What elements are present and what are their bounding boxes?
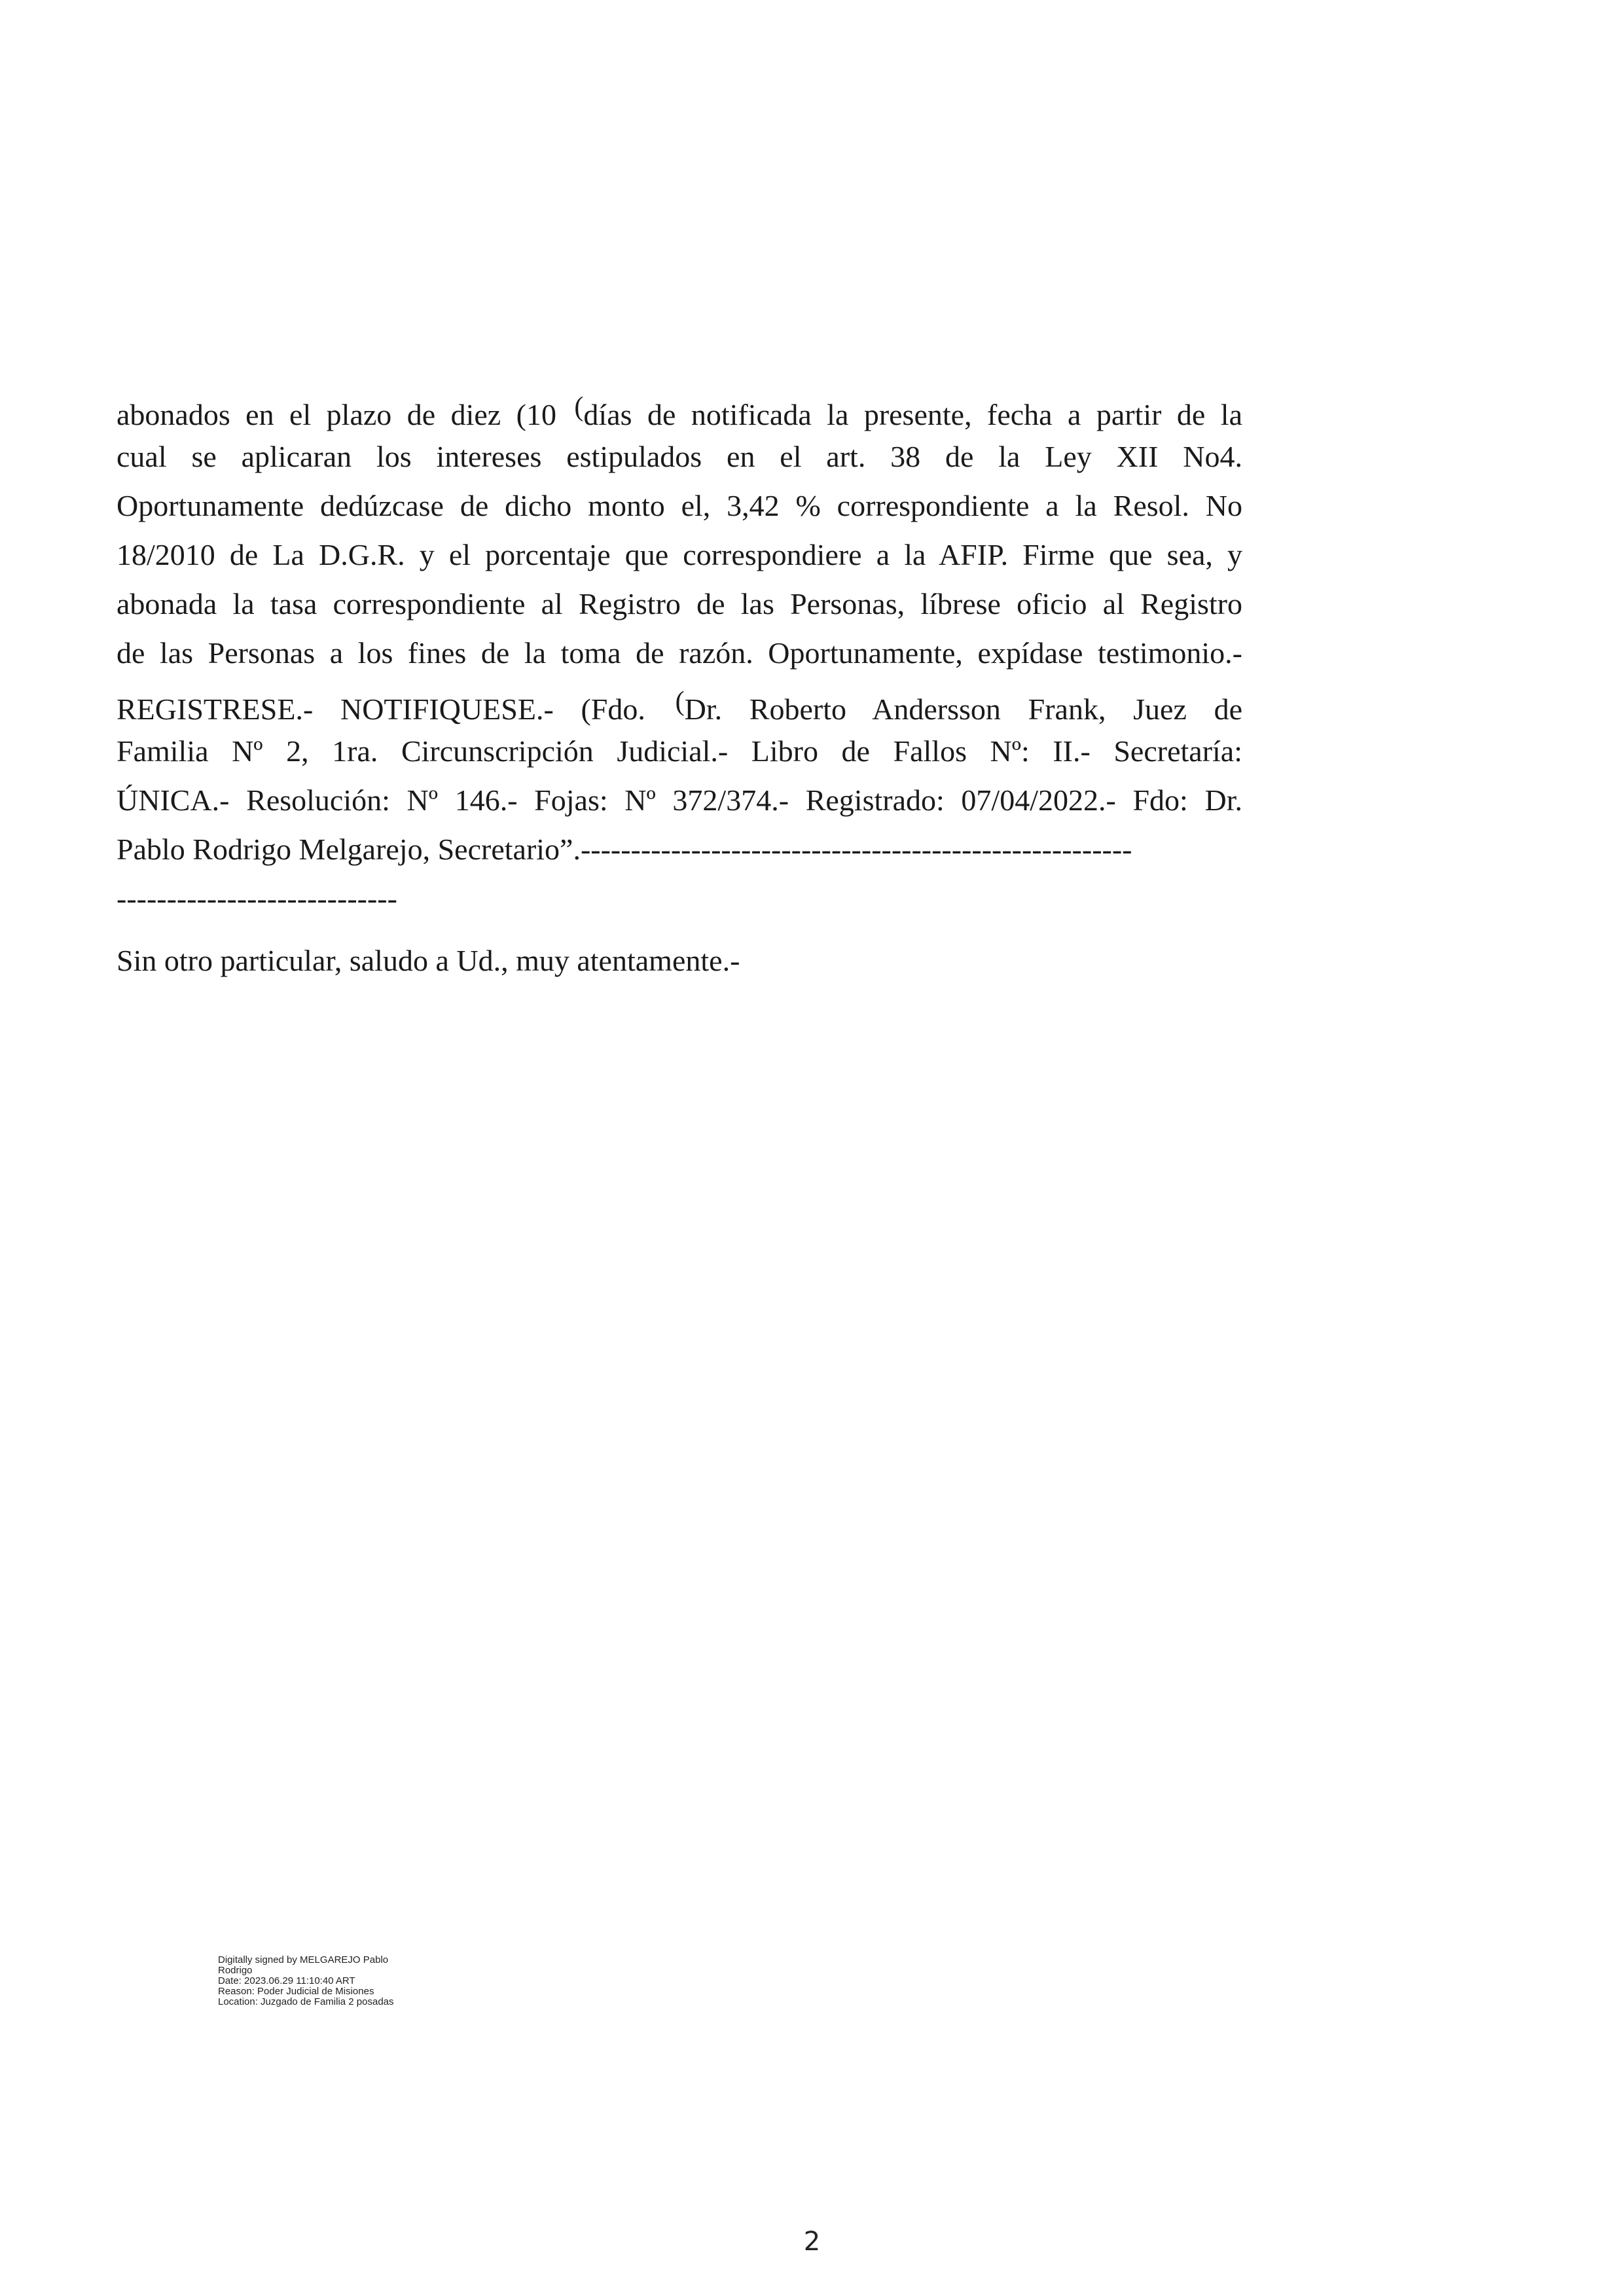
superscript-paren: ( [574, 392, 584, 422]
line-1-text-a: abonados en el plazo de diez (10 [117, 398, 572, 431]
superscript-paren: ( [675, 687, 685, 717]
digital-signature-block [218, 1955, 394, 2007]
paragraph-line-3: Oportunamente dedúzcase de dicho monto el, 3,42 % correspondiente a la Resol. No [117, 489, 1242, 522]
line-7-text-a: REGISTRESE.- NOTIFIQUESE.- (Fdo. [117, 692, 673, 726]
document-body [117, 383, 1242, 985]
signature-signed-by-cont: Rodrigo [218, 1965, 253, 1976]
paragraph-line-1 [117, 383, 1242, 432]
signature-reason: Reason: Poder Judicial de Misiones [218, 1986, 374, 1997]
signature-location: Location: Juzgado de Familia 2 posadas [218, 1996, 394, 2007]
line-7-text-b: Dr. Roberto Andersson Frank, Juez de [684, 692, 1242, 726]
line-1-text-b: días de notificada la presente, fecha a partir de la [583, 398, 1242, 431]
paragraph-line-4: 18/2010 de La D.G.R. y el porcentaje que correspondiere a la AFIP. Firme que sea, y [117, 538, 1242, 571]
paragraph-line-8: Familia Nº 2, 1ra. Circunscripción Judicial.- Libro de Fallos Nº: II.- Secretaría: [117, 734, 1242, 768]
page-number: 2 [803, 2227, 821, 2257]
closing-line: Sin otro particular, saludo a Ud., muy atentamente.- [117, 944, 740, 977]
signature-signed-by: Digitally signed by MELGAREJO Pablo [218, 1954, 389, 1965]
paragraph-line-6: de las Personas a los fines de la toma de razón. Oportunamente, expídase testimonio.- [117, 636, 1242, 670]
paragraph-line-5: abonada la tasa correspondiente al Registro de las Personas, líbrese oficio al Registro [117, 587, 1242, 620]
paragraph-line-11: ---------------------------- [117, 882, 397, 915]
paragraph-line-10: Pablo Rodrigo Melgarejo, Secretario”.------------------------------------------------------- [117, 833, 1132, 866]
paragraph-line-2: cual se aplicaran los intereses estipulados en el art. 38 de la Ley XII No4. [117, 440, 1242, 473]
signature-date: Date: 2023.06.29 11:10:40 ART [218, 1975, 355, 1986]
paragraph-line-7 [117, 677, 1242, 726]
paragraph-line-9: ÚNICA.- Resolución: Nº 146.- Fojas: Nº 372/374.- Registrado: 07/04/2022.- Fdo: Dr. [117, 783, 1242, 817]
